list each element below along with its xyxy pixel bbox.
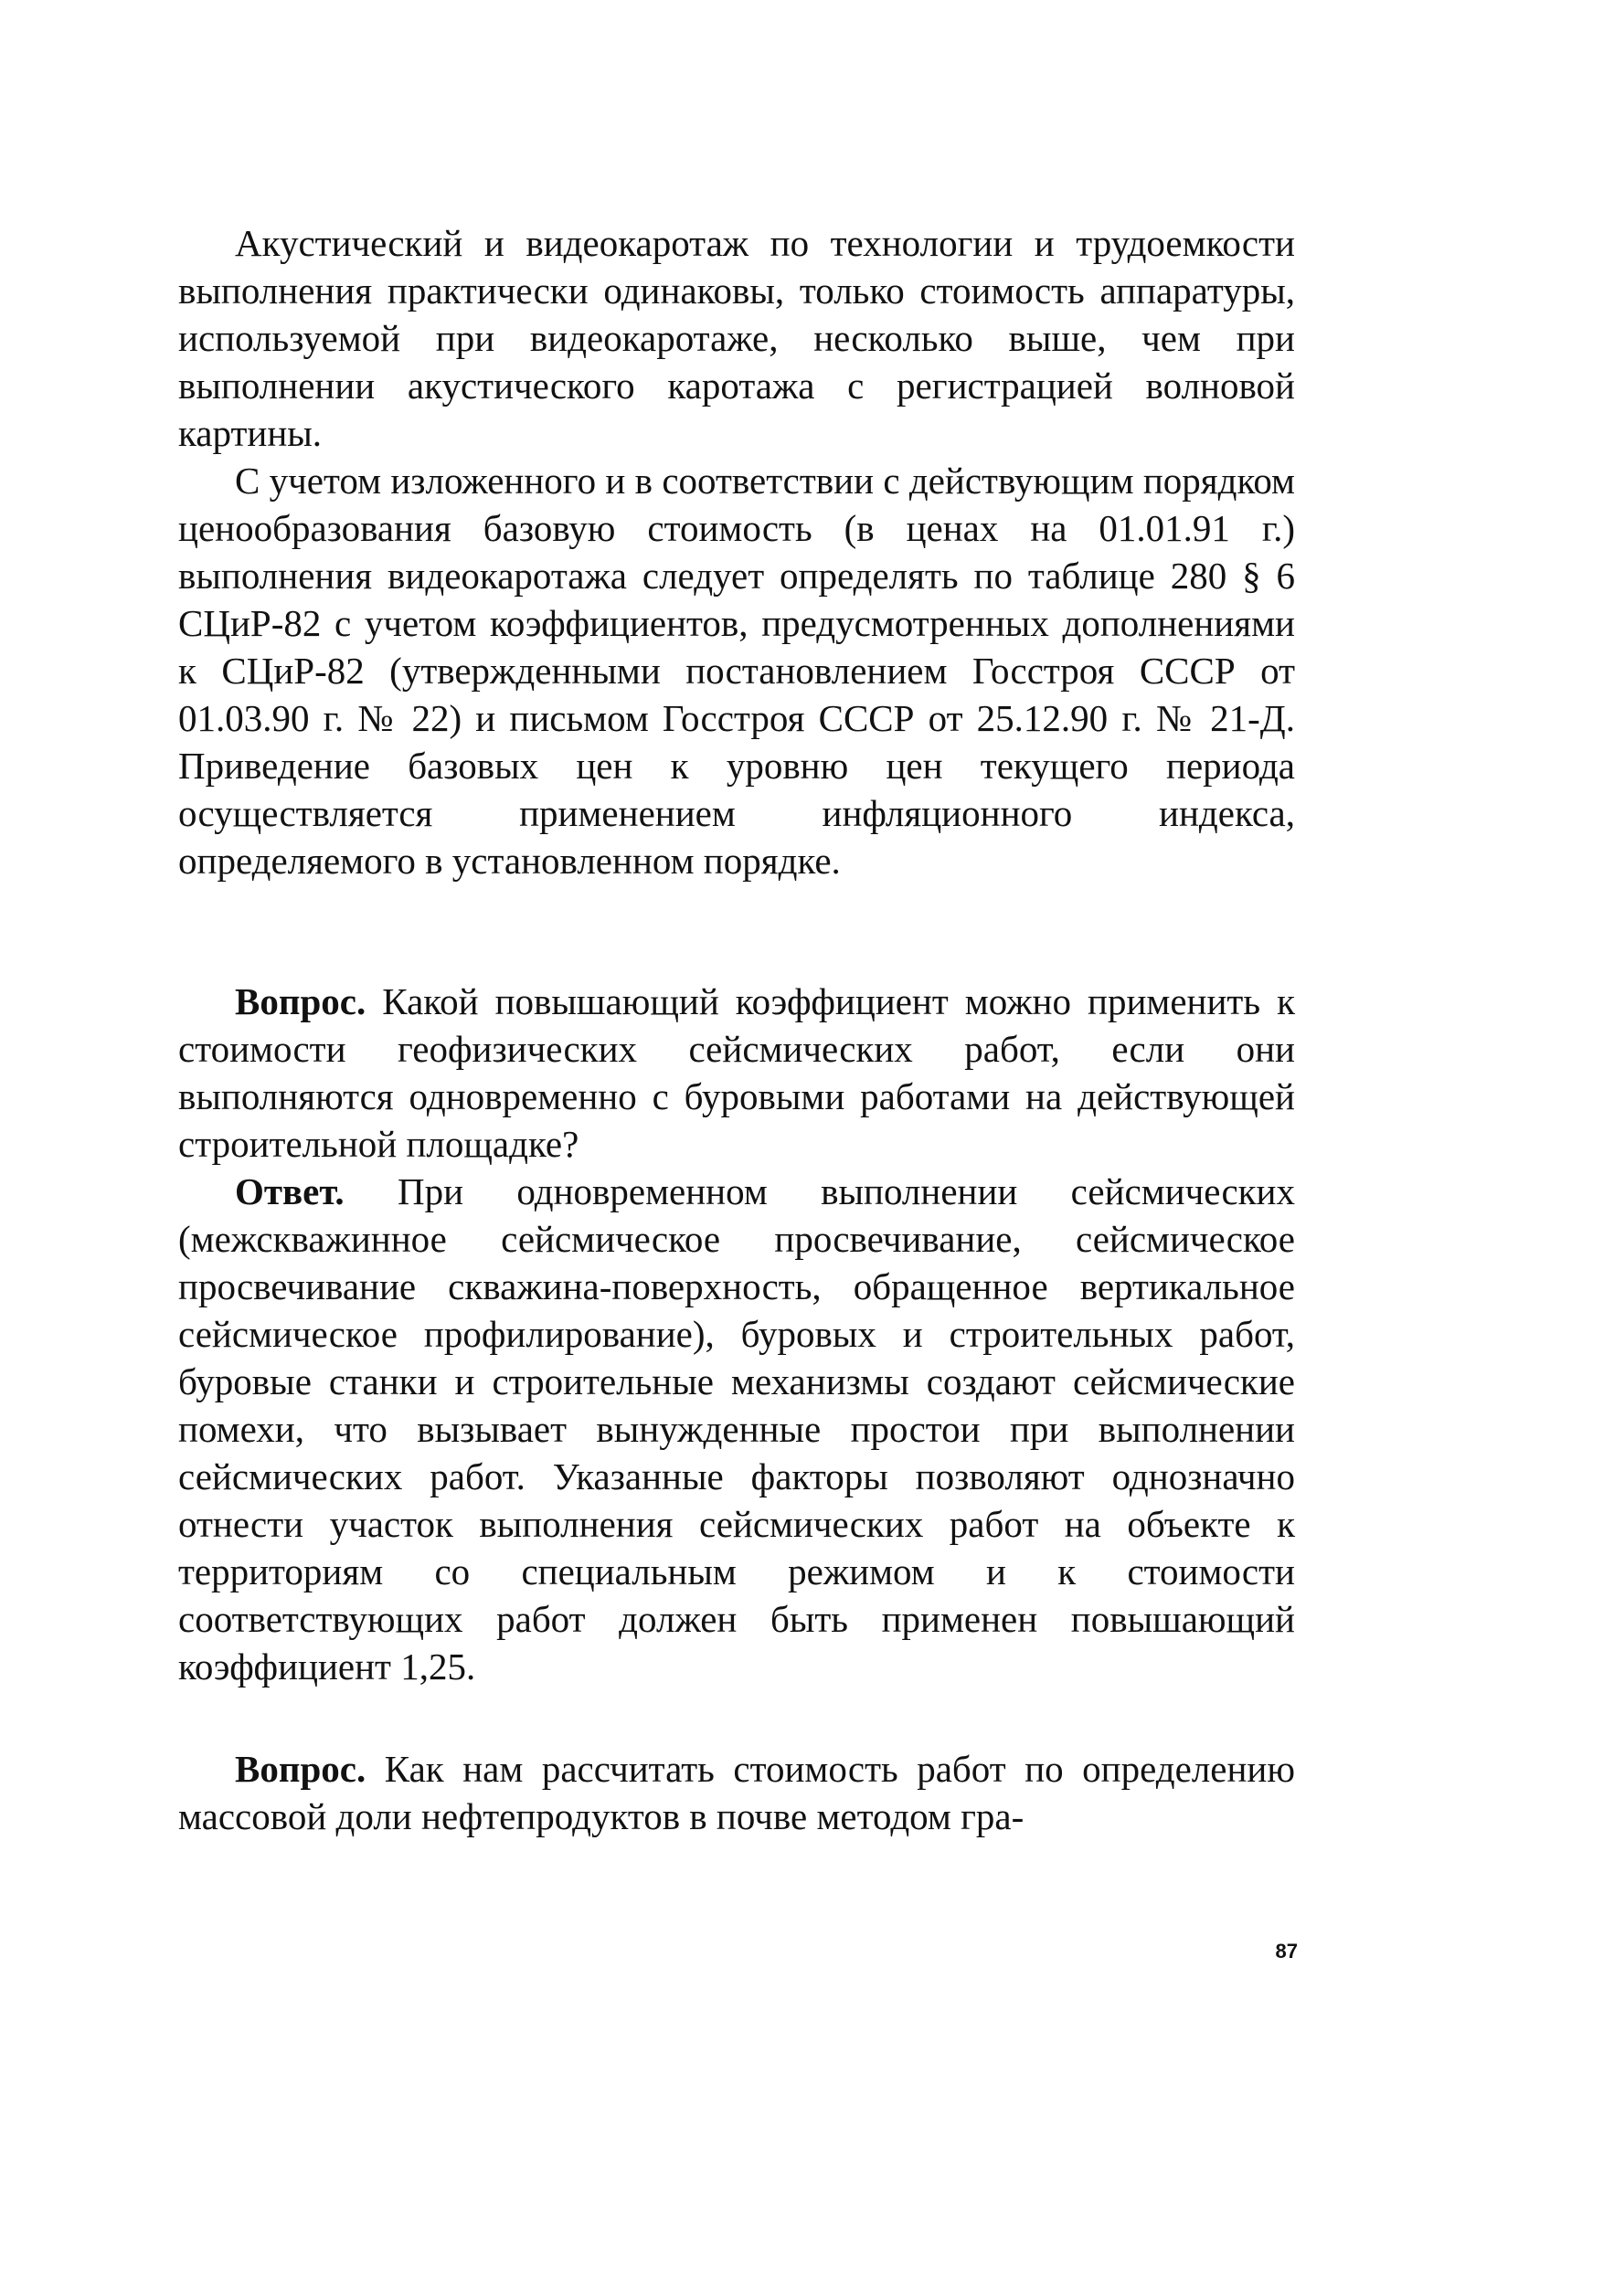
page-number: 87 — [1275, 1940, 1298, 1963]
question-label: Вопрос. — [235, 1748, 366, 1790]
paragraph: С учетом изложенного и в соответствии с действующим порядком ценообразования базовую стоимость (в ценах на 01.01.91 г.) выполнения видеокаротажа следует определять по таблице 280 § 6 СЦиР-82 с учетом коэффициентов, предусмотренных дополнениями к СЦиР-82 (утвержденными постановлением Госстроя СССР от 01.03.90 г. № 22) и письмом Госстроя СССР от 25.12.90 г. № 21-Д. Приведение базовых цен к уровню цен текущего периода осуществляется применением инфляционного индекса, определяемого в установленном порядке. — [178, 460, 1295, 882]
answer-text: При одновременном выполнении сейсмических (межскважинное сейсмическое просвечивание, сейсмическое просвечивание скважина-поверхность, обращенное вертикальное сейсмическое профилирование), буровых и строительных работ, буровые станки и строительные механизмы создают сейсмические помехи, что вызывает вынужденные простои при выполнении сейсмических работ. Указанные факторы позволяют однозначно отнести участок выполнения сейсмических работ на объекте к территориям со специальным режимом и к стоимости соответствующих работ должен быть применен повышающий коэффициент 1,25. — [178, 1170, 1295, 1688]
qa-block — [178, 1745, 1295, 1840]
answer-paragraph — [178, 1168, 1295, 1690]
question-paragraph — [178, 978, 1295, 1168]
question-label: Вопрос. — [235, 980, 366, 1022]
question-text: Какой повышающий коэффициент можно применить к стоимости геофизических сейсмических работ, если они выполняются одновременно с буровыми работами на действующей строительной площадке? — [178, 980, 1295, 1165]
section-intro — [178, 219, 1295, 884]
paragraph: Акустический и видеокаротаж по технологии и трудоемкости выполнения практически одинаковы, только стоимость аппаратуры, используемой при видеокаротаже, несколько выше, чем при выполнении акустического каротажа с регистрацией волновой картины. — [178, 222, 1295, 454]
question-text: Как нам рассчитать стоимость работ по определению массовой доли нефтепродуктов в почве методом гра- — [178, 1748, 1295, 1837]
question-paragraph — [178, 1745, 1295, 1840]
answer-label: Ответ. — [235, 1170, 345, 1212]
qa-block — [178, 978, 1295, 1690]
